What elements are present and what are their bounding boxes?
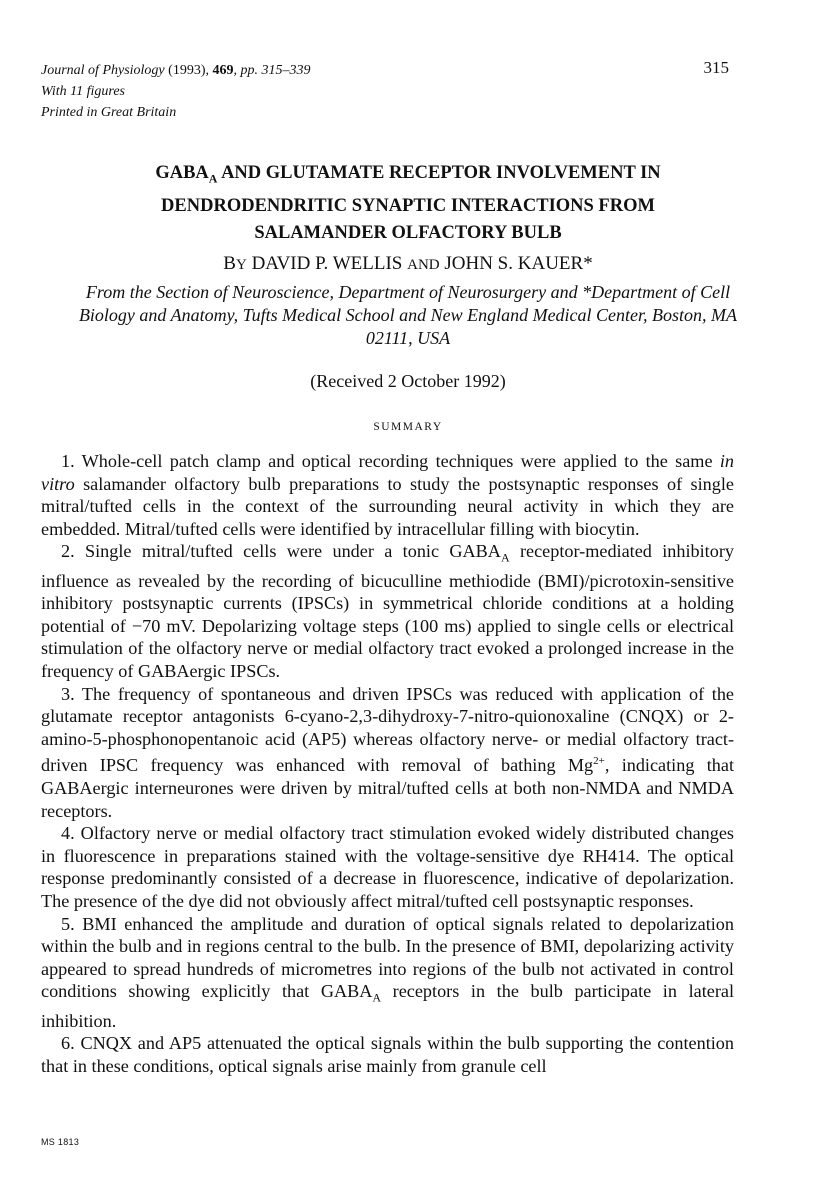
journal-figures: With 11 figures	[41, 84, 125, 99]
affiliation: From the Section of Neuroscience, Department of Neurosurgery and *Department of Cell Biology and Anatomy, Tufts Medical School and New England Medical Center, Boston, MA 02111, USA	[78, 282, 738, 348]
summary-paragraph-3: 3. The frequency of spontaneous and driven IPSCs was reduced with application of the glutamate receptor antagonists 6-cyano-2,3-dihydroxy-7-nitro-quionoxaline (CNQX) or 2-amino-5-phosphonopentanoic acid (AP5) whereas olfactory nerve- or medial olfactory tract-driven IPSC frequency was enhanced with removal of bathing $Mg^{2+}$, indicating that GABAergic interneurones were driven by mitral/tufted cells at both non-NMDA and NMDA receptors.	[41, 683, 734, 821]
journal-printed: Printed in Great Britain	[41, 105, 177, 120]
journal-citation	[41, 60, 641, 81]
title-subscript: A	[208, 171, 218, 186]
summary-paragraph-1: 1. Whole-cell patch clamp and optical recording techniques were applied to the same in vitro salamander olfactory bulb preparations to study the postsynaptic responses of single mitral/tufted cells in the context of the surrounding neural activity in which they are embedded. Mitral/tufted cells were identified by intracellular filling with biocytin.	[41, 451, 734, 539]
summary-paragraph-2: 2. Single mitral/tufted cells were under a tonic $GABA_A$ receptor-mediated inhibitory influence as revealed by the recording of bicuculline methiodide (BMI)/picrotoxin-sensitive inhibitory postsynaptic currents (IPSCs) in symmetrical chloride conditions at a holding potential of −70 mV. Depolarizing voltage steps (100 ms) applied to single cells or electrical stimulation of the olfactory nerve or medial olfactory tract evoked a prolonged increase in the frequency of GABAergic IPSCs.	[41, 541, 734, 681]
page-number: 315	[703, 58, 729, 77]
paper-title	[40, 160, 776, 247]
summary-paragraph-4: 4. Olfactory nerve or medial olfactory tract stimulation evoked widely distributed changes in fluorescence in preparations stained with the voltage-sensitive dye RH414. The optical response predominantly consisted of a decrease in fluorescence, indicative of depolarization. The presence of the dye did not obviously affect mitral/tufted cell postsynaptic responses.	[41, 823, 734, 911]
title-line-1: $GABA_A$ AND GLUTAMATE RECEPTOR INVOLVEMENT IN	[155, 163, 661, 186]
journal-volume: 469	[212, 63, 234, 78]
summary-heading: SUMMARY	[373, 421, 443, 433]
title-line-3: SALAMANDER OLFACTORY BULB	[254, 222, 562, 243]
title-line-2: DENDRODENDRITIC SYNAPTIC INTERACTIONS FROM	[161, 195, 655, 216]
summary-paragraph-5: 5. BMI enhanced the amplitude and duration of optical signals related to depolarization within the bulb and in regions central to the bulb. In the presence of BMI, depolarizing activity appeared to spread hundreds of micrometres into regions of the bulb not activated in control conditions showing explicitly that $GABA_A$ receptors in the bulb participate in lateral inhibition.	[41, 913, 734, 1031]
summary-body	[41, 450, 734, 1077]
received-date: (Received 2 October 1992)	[310, 371, 506, 391]
journal-pages: , pp. 315–339	[233, 63, 311, 78]
journal-header	[41, 60, 641, 123]
author-byline: BY DAVID P. WELLIS AND JOHN S. KAUER*	[223, 253, 593, 274]
journal-title: Journal of Physiology	[41, 63, 165, 78]
author-1: DAVID P. WELLIS	[251, 253, 403, 274]
journal-year: (1993),	[168, 63, 209, 78]
summary-paragraph-6: 6. CNQX and AP5 attenuated the optical signals within the bulb supporting the contention that in these conditions, optical signals arise mainly from granule cell	[41, 1033, 734, 1076]
manuscript-number: MS 1813	[41, 1137, 80, 1147]
author-2: JOHN S. KAUER*	[444, 253, 593, 274]
